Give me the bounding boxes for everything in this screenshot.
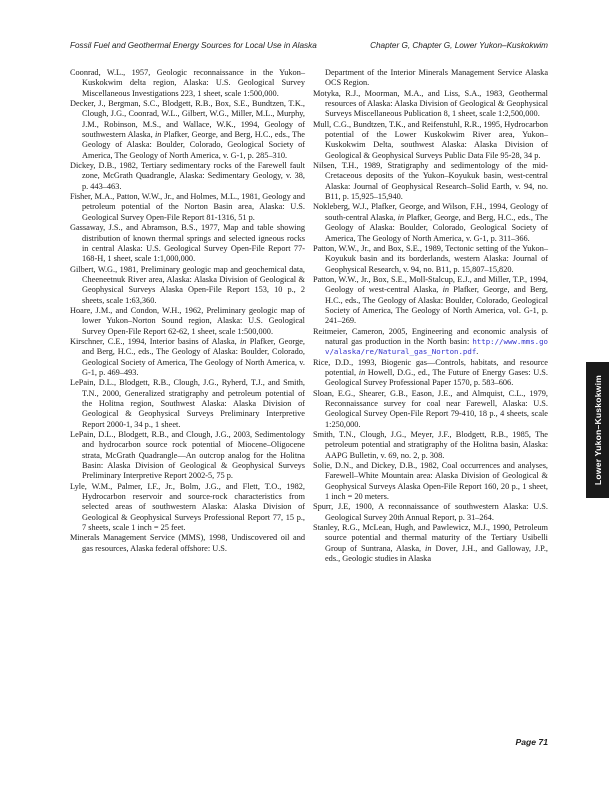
reference-entry: LePain, D.L., Blodgett, R.B., and Clough, J.G., 2003, Sedimentology and hydrocarbon source rock potential of Miocene–Oligocene strata, McGrath Quadrangle—An outcrop analog for the Holitna Basin: Alaska Division of Geological & Geophysical Surveys Preliminary Interpretive Report 2002-5, 75 p. <box>70 430 305 481</box>
reference-entry: Spurr, J.E, 1900, A reconnaissance of southwestern Alaska: U.S. Geological Survey 20th Annual Report, p. 31–264. <box>313 502 548 522</box>
running-header-title: Fossil Fuel and Geothermal Energy Sources for Local Use in Alaska <box>70 41 317 50</box>
reference-entry: Department of the Interior Minerals Management Service Alaska OCS Region. <box>325 68 548 88</box>
reference-entry: Hoare, J.M., and Condon, W.H., 1962, Preliminary geologic map of lower Yukon–Norton Sound region, Alaska: U.S. Geological Survey Open-File Report 62-62, 1 sheet, scale 1:500,000. <box>70 305 305 336</box>
reference-entry: Nilsen, T.H., 1989, Stratigraphy and sedimentology of the mid-Cretaceous deposits of the Yukon–Koyukuk basin, west-central Alaska: Journal of Geophysical Research–Solid Earth, v. 94, no. B11, p. 15,925–15,940. <box>313 161 548 202</box>
reference-entry: Kirschner, C.E., 1994, Interior basins of Alaska, in Plafker, George, and Berg, H.C., eds., The Geology of Alaska: Boulder, Colorado, Geological Society of America, The Geology of North America, v. G-1, p. 469–493. <box>70 336 305 377</box>
reference-entry: Dickey, D.B., 1982, Tertiary sedimentary rocks of the Farewell fault zone, McGrath Quadrangle, Alaska: Sedimentary Geology, v. 38, p. 443–463. <box>70 161 305 191</box>
reference-entry: Lyle, W.M., Palmer, I.F., Jr., Bolm, J.G., and Flett, T.O., 1982, Hydrocarbon reservoir and source-rock characteristics from selected areas of southwestern Alaska: Alaska Division of Geological & Geophysical Surveys Professional Report 77, 15 p., 7 sheets, scale 1 inch = 25 feet. <box>70 481 305 533</box>
reference-entry: Smith, T.N., Clough, J.G., Meyer, J.F., Blodgett, R.B., 1985, The petroleum potential and stratigraphy of the Holitna basin, Alaska: AAPG Bulletin, v. 69, no. 2, p. 308. <box>313 430 548 460</box>
reference-entry: Nokleberg, W.J., Plafker, George, and Wilson, F.H., 1994, Geology of south-central Alaska, in Plafker, George, and Berg, H.C., eds., The Geology of Alaska: Boulder, Colorado, Geological Society of America, The Geology of North America, v. G-1, p. 311–366. <box>313 202 548 243</box>
reference-entry: Reitmeier, Cameron, 2005, Engineering and economic analysis of natural gas production in the North basin: http://www.mms.gov/alaska/re/Natural_gas_Norton.pdf. <box>313 326 548 357</box>
reference-entry: Minerals Management Service (MMS), 1998, Undiscovered oil and gas resources, Alaska federal offshore: U.S. <box>70 533 305 553</box>
reference-entry: Rice, D.D., 1993, Biogenic gas—Controls, habitats, and resource potential, in Howell, D.G., ed., The Future of Energy Gases: U.S. Geological Survey Professional Paper 1570, p. 583–606. <box>313 357 548 388</box>
reference-entry: Stanley, R.G., McLean, Hugh, and Pawlewicz, M.J., 1990, Petroleum source potential and thermal maturity of the Tertiary Usibelli Group of Suntrana, Alaska, in Dover, J.H., and Galloway, J.P., eds., Geologic studies in Alaska <box>313 523 548 564</box>
section-tab-label: Lower Yukon–Kuskokwim <box>592 374 603 486</box>
italic-text: in <box>397 212 405 222</box>
reference-entry: Solie, D.N., and Dickey, D.B., 1982, Coal occurrences and analyses, Farewell–White Mountain area: Alaska Division of Geological & Geophysical Surveys Alaska Open-File Report 160, 20 p., 1 sheet, 1 inch = 20 meters. <box>313 461 548 502</box>
reference-entry: LePain, D.L., Blodgett, R.B., Clough, J.G., Ryherd, T.J., and Smith, T.N., 2000, Generalized stratigraphy and petroleum potential of the Holitna region, Southwest Alaska: Alaska Division of Geological & Geophysical Surveys Preliminary Interpretive Report 2000-1, 34 p., 1 sheet. <box>70 378 305 429</box>
references-column-left <box>70 68 305 565</box>
reference-entry: Gilbert, W.G., 1981, Preliminary geologic map and geochemical data, Cheeneetnuk River area, Alaska: Alaska Division of Geological & Geophysical Surveys Alaska Open-File Report 153, 10 p., 2 sheets, scale 1:63,360. <box>70 264 305 305</box>
reference-entry: Decker, J., Bergman, S.C., Blodgett, R.B., Box, S.E., Bundtzen, T.K., Clough, J.G., Coonrad, W.L., Gilbert, W.G., Miller, M.L., Murphy, J.M., Robinson, M.S., and Wallace, W.K., 1994, Geology of southwestern Alaska, in Plafker, George, and Berg, H.C., eds., The Geology of Alaska: Boulder, Colorado, Geological Society of America, The Geology of North America, v. G-1, p. 285–310. <box>70 99 305 160</box>
reference-entry: Motyka, R.J., Moorman, M.A., and Liss, S.A., 1983, Geothermal resources of Alaska: Alaska Division of Geological & Geophysical Surveys Miscellaneous Publication 8, 1 sheet, scale 1:2,500,000. <box>313 88 548 119</box>
reference-hyperlink[interactable]: http://www.mms.gov/alaska/re/Natural_gas_Norton.pdf <box>325 336 548 357</box>
italic-text: in <box>358 367 366 377</box>
running-header <box>70 41 548 50</box>
reference-entry: Sloan, E.G., Shearer, G.B., Eason, J.E., and Almquist, C.L., 1979, Reconnaissance survey for coal near Farewell, Alaska: U.S. Geological Survey Open-File Report 79-410, 18 p., 4 sheets, scale 1:250,000. <box>313 388 548 429</box>
references-columns <box>70 68 548 565</box>
reference-entry: Mull, C.G., Bundtzen, T.K., and Reifenstuhl, R.R., 1995, Hydrocarbon potential of the Lower Kuskokwim River area, Yukon–Kuskokwim Delta, southwest Alaska: Alaska Division of Geological & Geophysical Surveys Public Data File 95-28, 34 p. <box>313 119 548 160</box>
reference-entry: Patton, W.W., Jr., and Box, S.E., 1989, Tectonic setting of the Yukon–Koyukuk basin and its borderlands, western Alaska: Journal of Geophysical Research, v. 94, no. B11, p. 15,807–15,820. <box>313 243 548 274</box>
page-number-label: Page 71 <box>515 737 548 747</box>
reference-entry: Patton, W.W., Jr., Box, S.E., Moll-Stalcup, E.J., and Miller, T.P., 1994, Geology of west-central Alaska, in Plafker, George, and Berg, H.C., eds., The Geology of Alaska: Boulder, Colorado, Geological Society of America, The Geology of North America, vol. G-1, p. 241–269. <box>313 274 549 326</box>
running-header-chapter: Chapter G, Chapter G, Lower Yukon–Kuskokwim <box>370 41 548 50</box>
reference-entry: Coonrad, W.L., 1957, Geologic reconnaissance in the Yukon–Kuskokwim delta region, Alaska: U.S. Geological Survey Miscellaneous Investigations 223, 1 sheet, scale 1:500,000. <box>70 68 305 98</box>
italic-text: in <box>239 336 247 346</box>
italic-text: in <box>425 543 432 553</box>
reference-entry: Gassaway, J.S., and Abramson, B.S., 1977, Map and table showing distribution of known thermal springs and selected igneous rocks in central Alaska: U.S. Geological Survey Open-File Report 77-168-H, 1 sheet, scale 1:1,000,000. <box>70 223 305 264</box>
section-tab <box>586 362 609 498</box>
italic-text: in <box>154 130 162 140</box>
references-column-right <box>313 68 548 565</box>
reference-entry: Fisher, M.A., Patton, W.W., Jr., and Holmes, M.L., 1981, Geology and petroleum potential of the Norton Basin area, Alaska: U.S. Geological Survey Open-File Report 81-1316, 51 p. <box>70 192 305 222</box>
italic-text: in <box>442 285 450 295</box>
